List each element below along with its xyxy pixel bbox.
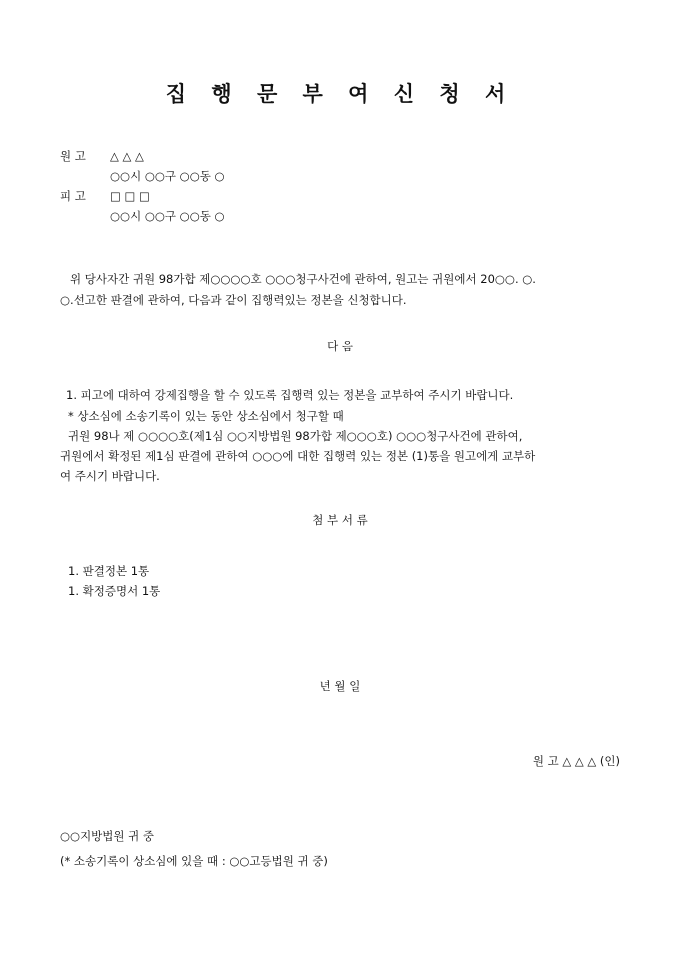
plaintiff-name: △ △ △ (110, 149, 144, 163)
para-line-2: 귀원에서 확정된 제1심 판결에 관하여 ○○○에 대한 집행력 있는 정본 (1)통을 원고에게 교부하 (60, 449, 536, 463)
para-line-1: 귀원 98나 제 ○○○○호(제1심 ○○지방법원 98가합 제○○○호) ○○○청구사건에 관하여, (68, 429, 523, 443)
attachment-item: 1. 판결정본 1통 (68, 564, 150, 578)
addressee: ○○지방법원 귀 중 (60, 829, 155, 843)
date-line: 년 월 일 (319, 679, 361, 693)
defendant-address: ○○시 ○○구 ○○동 ○ (110, 209, 225, 223)
document-title: 집 행 문 부 여 신 청 서 (165, 81, 515, 106)
defendant-name: □ □ □ (110, 189, 150, 203)
addressee-note: (* 소송기록이 상소심에 있을 때 : ○○고등법원 귀 중) (60, 854, 328, 868)
signature-line: 원 고 △ △ △ (인) (532, 754, 620, 768)
attachment-item: 1. 확정증명서 1통 (68, 584, 161, 598)
plaintiff-label: 원 고 (60, 149, 86, 163)
note: * 상소심에 소송기록이 있는 동안 상소심에서 청구할 때 (68, 409, 344, 423)
body-line-2: ○.선고한 판결에 관하여, 다음과 같이 집행력있는 정본을 신청합니다. (60, 293, 407, 307)
para-line-3: 여 주시기 바랍니다. (60, 469, 160, 483)
body-line-1: 위 당사자간 귀원 98가합 제○○○○호 ○○○청구사건에 관하여, 원고는 귀원에서 20○○. ○. (70, 272, 536, 286)
attachments-heading: 첨 부 서 류 (312, 513, 368, 527)
item-1: 1. 피고에 대하여 강제집행을 할 수 있도록 집행력 있는 정본을 교부하여 주시기 바랍니다. (66, 388, 514, 402)
defendant-label: 피 고 (60, 189, 86, 203)
plaintiff-address: ○○시 ○○구 ○○동 ○ (110, 169, 225, 183)
section-heading: 다 음 (327, 339, 353, 353)
